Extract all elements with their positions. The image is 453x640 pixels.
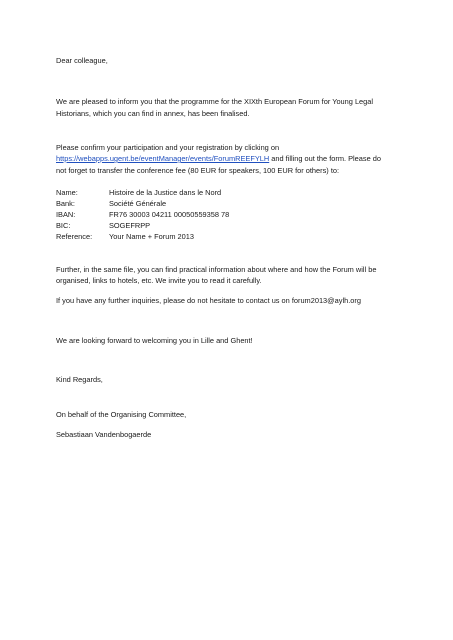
- bank-detail-value: SOGEFRPP: [109, 221, 151, 230]
- bank-detail-value: FR76 30003 04211 00050559358 78: [109, 210, 230, 219]
- welcome-paragraph: We are looking forward to welcoming you in Lille and Ghent!: [56, 336, 253, 345]
- info-paragraph-line-2: organised, links to hotels, etc. We invite you to read it carefully.: [56, 276, 262, 285]
- closing: Kind Regards,: [56, 375, 103, 384]
- bank-detail-label: Bank:: [56, 199, 75, 208]
- intro-paragraph-line-2: Historians, which you can find in annex, has been finalised.: [56, 109, 250, 118]
- intro-paragraph-line-1: We are pleased to inform you that the programme for the XIXth European Forum for Young Legal: [56, 97, 374, 106]
- bank-detail-value: Société Générale: [109, 199, 167, 208]
- registration-paragraph-line-1: Please confirm your participation and your registration by clicking on: [56, 143, 280, 152]
- behalf-line: On behalf of the Organising Committee,: [56, 410, 187, 419]
- registration-paragraph-rest: and filling out the form. Please do: [269, 154, 381, 163]
- bank-detail-label: Reference:: [56, 232, 93, 241]
- bank-detail-label: Name:: [56, 188, 78, 197]
- contact-paragraph: If you have any further inquiries, please do not hesitate to contact us on forum2013@aylh.org: [56, 296, 361, 305]
- bank-detail-value: Histoire de la Justice dans le Nord: [109, 188, 222, 197]
- signature-name: Sebastiaan Vandenbogaerde: [56, 430, 152, 439]
- salutation: Dear colleague,: [56, 56, 108, 65]
- bank-detail-label: IBAN:: [56, 210, 76, 219]
- bank-detail-value: Your Name + Forum 2013: [109, 232, 194, 241]
- bank-detail-label: BIC:: [56, 221, 71, 230]
- info-paragraph-line-1: Further, in the same file, you can find practical information about where and how the Forum will be: [56, 265, 377, 274]
- registration-paragraph-line-3: not forget to transfer the conference fee (80 EUR for speakers, 100 EUR for others) to:: [56, 166, 340, 175]
- registration-paragraph-line-2: [56, 154, 381, 164]
- registration-link[interactable]: https://webapps.ugent.be/eventManager/events/ForumREEFYLH: [56, 154, 270, 163]
